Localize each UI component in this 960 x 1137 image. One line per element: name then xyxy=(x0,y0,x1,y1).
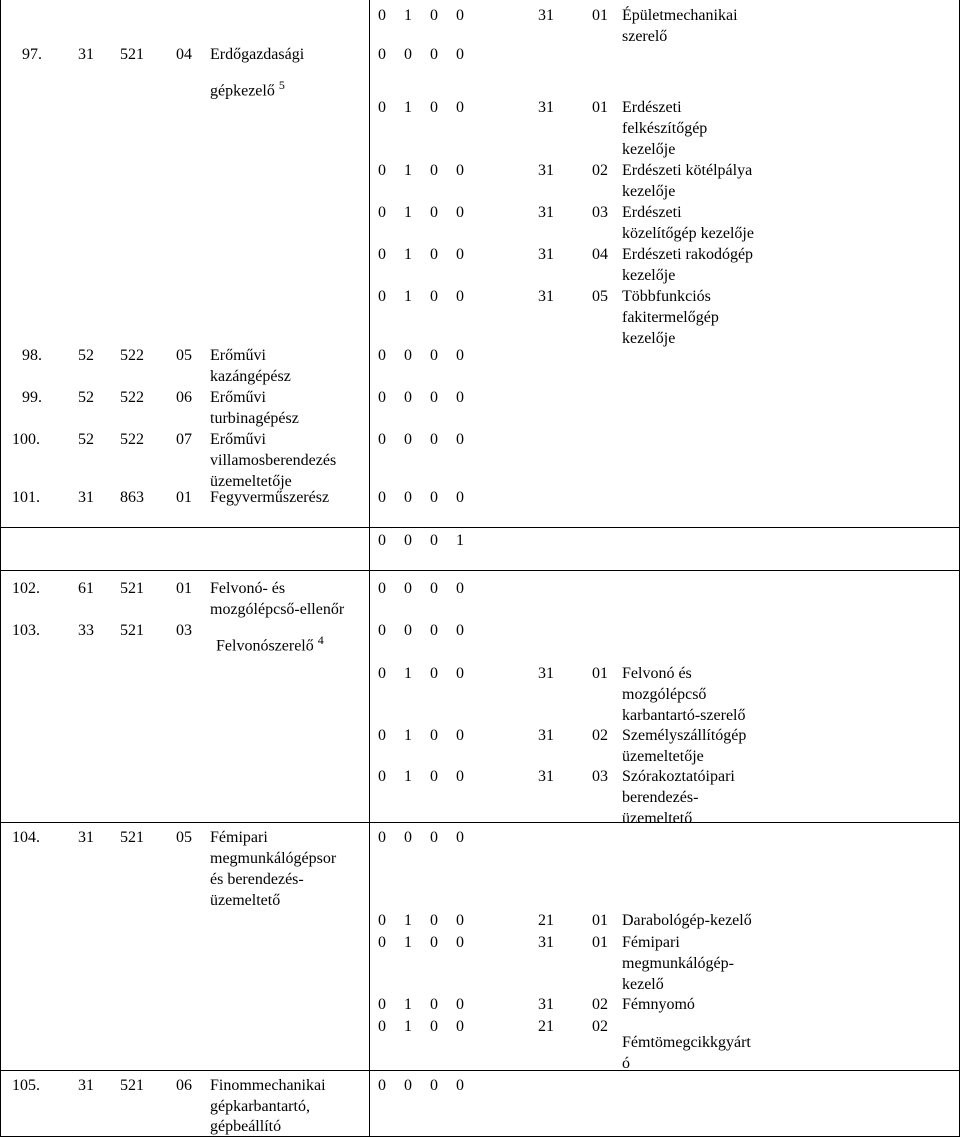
sub-code-2: 01 xyxy=(592,912,608,929)
footnote-marker: 5 xyxy=(278,78,285,92)
qualification-name: Erőművi xyxy=(210,431,266,448)
footnote-marker: 4 xyxy=(317,633,324,647)
row-values: 0 0 0 1 xyxy=(378,532,464,549)
row-values: 0 0 0 0 xyxy=(378,46,464,63)
grid-hline-102 xyxy=(0,570,960,571)
qualification-name: Felvonó- és xyxy=(210,580,286,597)
code-1: 33 xyxy=(78,622,94,639)
qualification-name-cont: turbinagépész xyxy=(210,410,299,427)
code-1: 52 xyxy=(78,431,94,448)
row-number: 100. xyxy=(12,431,40,448)
sub-qualification-name: mozgólépcső xyxy=(622,686,707,703)
qualification-name: Erdőgazdasági xyxy=(210,46,305,63)
sub-code-2: 03 xyxy=(592,768,608,785)
sub-values: 0 1 0 0 xyxy=(378,912,464,929)
sub-code-2: 02 xyxy=(592,1018,608,1035)
sub-qualification-name: ó xyxy=(622,1055,630,1072)
row-values: 0 0 0 0 xyxy=(378,829,464,846)
code-1: 52 xyxy=(78,389,94,406)
row-values: 0 0 0 0 xyxy=(378,431,464,448)
row-number: 104. xyxy=(12,829,40,846)
code-1: 52 xyxy=(78,347,94,364)
qualification-name: Fegyverműszerész xyxy=(210,489,330,506)
sub-qualification-name: Erdészeti xyxy=(622,204,682,221)
sub-qualification-name: fakitermelőgép xyxy=(622,309,719,326)
qualification-name-cont: villamosberendezés xyxy=(210,452,337,469)
row-number: 101. xyxy=(12,489,40,506)
sub-qualification-name: üzemeltető xyxy=(622,810,693,827)
sub-qualification-name: megmunkálógép- xyxy=(622,955,734,972)
sub-qualification-name: Erdészeti xyxy=(622,99,682,116)
code-2: 521 xyxy=(120,622,144,639)
sub-qualification-name: Szórakoztatóipari xyxy=(622,768,735,785)
sub-values: 0 1 0 0 xyxy=(378,246,464,263)
sub-code-1: 31 xyxy=(538,99,554,116)
row-values: 0 0 0 0 xyxy=(378,347,464,364)
qualification-name: Felvonószerelő $^4$ xyxy=(216,633,324,655)
code-2: 521 xyxy=(120,580,144,597)
sub-values: 0 1 0 0 xyxy=(378,7,464,24)
sub-qualification-name: Erdészeti rakodógép xyxy=(622,246,754,263)
sub-code-1: 31 xyxy=(538,204,554,221)
sub-qualification-name: közelítőgép kezelője xyxy=(622,225,754,242)
code-2: 521 xyxy=(120,829,144,846)
sub-qualification-name: Felvonó és xyxy=(622,665,692,682)
code-2: 863 xyxy=(120,489,144,506)
qualification-name: Erőművi xyxy=(210,347,266,364)
sub-code-1: 31 xyxy=(538,665,554,682)
sub-qualification-name: szerelő xyxy=(622,28,668,45)
sub-qualification-name: Többfunkciós xyxy=(622,288,711,305)
grid-vline-left xyxy=(0,0,1,1137)
sub-code-1: 31 xyxy=(538,934,554,951)
sub-code-1: 31 xyxy=(538,727,554,744)
code-1: 61 xyxy=(78,580,94,597)
code-1: 31 xyxy=(78,1077,94,1094)
qualification-name-cont: gépkezelő $^5$ xyxy=(210,78,285,100)
sub-qualification-name: Fémnyomó xyxy=(622,996,695,1013)
sub-qualification-name: kezelője xyxy=(622,183,676,200)
sub-qualification-name: karbantartó-szerelő xyxy=(622,707,746,724)
qualification-name-cont: gépkarbantartó, xyxy=(210,1098,310,1115)
grid-hline-101b xyxy=(0,527,960,528)
grid-hline-105 xyxy=(0,1070,960,1071)
code-1: 31 xyxy=(78,489,94,506)
qualification-name: Fémipari xyxy=(210,829,268,846)
code-3: 03 xyxy=(176,622,192,639)
code-2: 521 xyxy=(120,1077,144,1094)
code-1: 31 xyxy=(78,829,94,846)
sub-values: 0 1 0 0 xyxy=(378,996,464,1013)
row-values: 0 0 0 0 xyxy=(378,622,464,639)
sub-code-1: 31 xyxy=(538,768,554,785)
row-values: 0 0 0 0 xyxy=(378,580,464,597)
sub-values: 0 1 0 0 xyxy=(378,99,464,116)
code-3: 07 xyxy=(176,431,192,448)
sub-values: 0 1 0 0 xyxy=(378,288,464,305)
sub-qualification-name: kezelője xyxy=(622,141,676,158)
qualification-name-cont: gépbeállító xyxy=(210,1118,282,1135)
row-values: 0 0 0 0 xyxy=(378,489,464,506)
sub-code-1: 31 xyxy=(538,7,554,24)
sub-qualification-name: Személyszállítógép xyxy=(622,727,747,744)
grid-vline-mid xyxy=(369,0,370,1137)
sub-code-2: 01 xyxy=(592,7,608,24)
sub-qualification-name: Erdészeti kötélpálya xyxy=(622,162,753,179)
sub-qualification-name: Fémtömegcikkgyárt xyxy=(622,1034,751,1051)
code-3: 06 xyxy=(176,389,192,406)
qualification-name-cont: kazángépész xyxy=(210,368,291,385)
sub-code-2: 01 xyxy=(592,665,608,682)
sub-code-1: 21 xyxy=(538,912,554,929)
sub-code-1: 31 xyxy=(538,162,554,179)
row-number: 105. xyxy=(12,1077,40,1094)
sub-qualification-name: felkészítőgép xyxy=(622,120,708,137)
sub-code-2: 02 xyxy=(592,996,608,1013)
sub-code-2: 04 xyxy=(592,246,608,263)
code-3: 05 xyxy=(176,829,192,846)
row-number: 98. xyxy=(22,347,42,364)
qualification-name-cont: üzemeltetője xyxy=(210,473,292,490)
sub-values: 0 1 0 0 xyxy=(378,162,464,179)
sub-code-2: 01 xyxy=(592,99,608,116)
qualification-name: Finommechanikai xyxy=(210,1077,326,1094)
sub-code-2: 02 xyxy=(592,162,608,179)
sub-code-1: 31 xyxy=(538,996,554,1013)
qualification-name-cont: mozgólépcső-ellenőr xyxy=(210,601,345,618)
code-2: 521 xyxy=(120,46,144,63)
sub-qualification-name: Fémipari xyxy=(622,934,680,951)
row-number: 99. xyxy=(22,389,42,406)
code-3: 01 xyxy=(176,489,192,506)
sub-values: 0 1 0 0 xyxy=(378,934,464,951)
sub-values: 0 1 0 0 xyxy=(378,727,464,744)
qualification-name-cont: és berendezés- xyxy=(210,871,304,888)
sub-qualification-name: berendezés- xyxy=(622,789,699,806)
code-3: 05 xyxy=(176,347,192,364)
row-number: 103. xyxy=(12,622,40,639)
code-2: 522 xyxy=(120,389,144,406)
sub-qualification-name: Épületmechanikai xyxy=(622,7,738,24)
sub-code-2: 05 xyxy=(592,288,608,305)
qualification-name: Erőművi xyxy=(210,389,266,406)
code-3: 06 xyxy=(176,1077,192,1094)
sub-values: 0 1 0 0 xyxy=(378,768,464,785)
code-3: 04 xyxy=(176,46,192,63)
row-number: 102. xyxy=(12,580,40,597)
qualification-name-cont: megmunkálógépsor xyxy=(210,850,337,867)
sub-qualification-name: kezelője xyxy=(622,267,676,284)
sub-values: 0 1 0 0 xyxy=(378,665,464,682)
sub-code-2: 03 xyxy=(592,204,608,221)
sub-values: 0 1 0 0 xyxy=(378,1018,464,1035)
code-2: 522 xyxy=(120,431,144,448)
row-values: 0 0 0 0 xyxy=(378,389,464,406)
row-values: 0 0 0 0 xyxy=(378,1077,464,1094)
sub-values: 0 1 0 0 xyxy=(378,204,464,221)
sub-code-1: 31 xyxy=(538,246,554,263)
qualification-name-cont: üzemeltető xyxy=(210,892,281,909)
code-3: 01 xyxy=(176,580,192,597)
sub-qualification-name: üzemeltetője xyxy=(622,748,704,765)
code-1: 31 xyxy=(78,46,94,63)
grid-hline-104 xyxy=(0,822,960,823)
sub-code-1: 31 xyxy=(538,288,554,305)
sub-code-2: 01 xyxy=(592,934,608,951)
sub-code-1: 21 xyxy=(538,1018,554,1035)
sub-code-2: 02 xyxy=(592,727,608,744)
sub-qualification-name: kezelő xyxy=(622,976,664,993)
row-number: 97. xyxy=(22,46,42,63)
sub-qualification-name: Darabológép-kezelő xyxy=(622,912,752,929)
code-2: 522 xyxy=(120,347,144,364)
sub-qualification-name: kezelője xyxy=(622,330,676,347)
